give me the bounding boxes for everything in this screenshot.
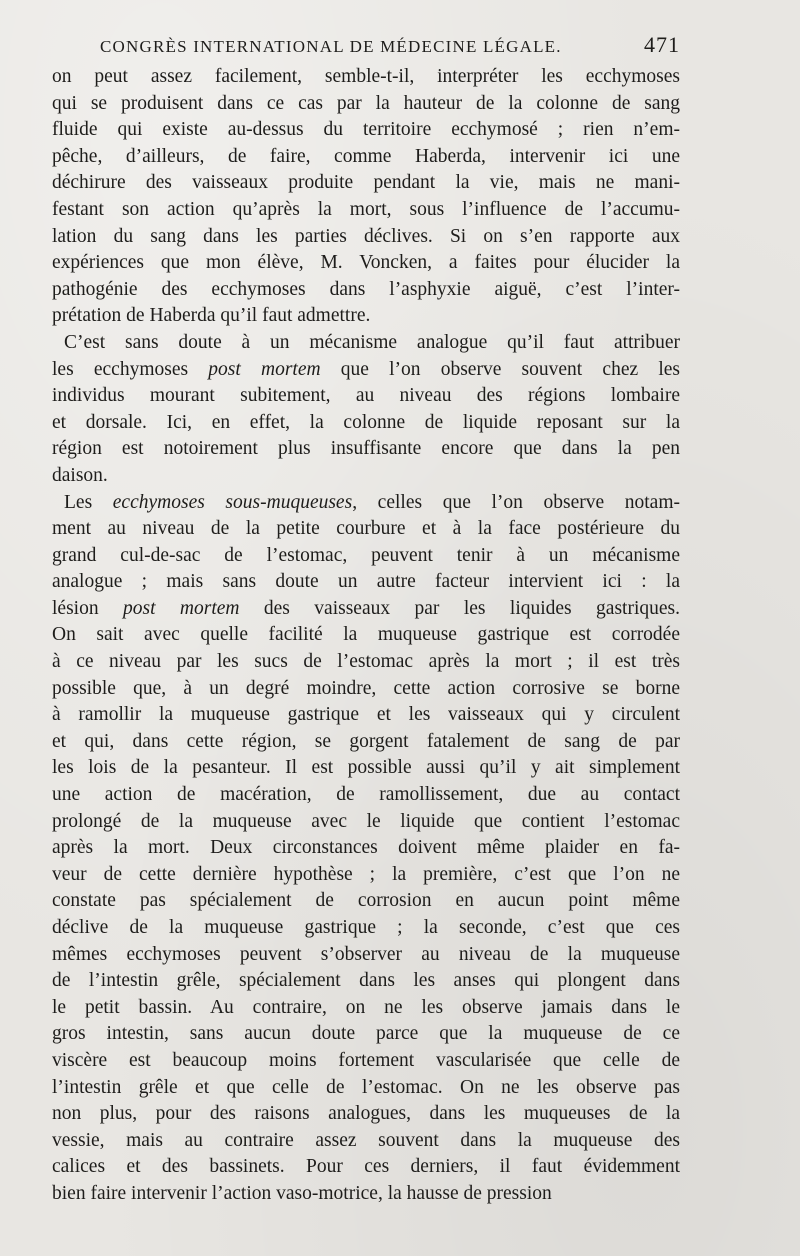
text-line — [52, 942, 680, 969]
text-line — [52, 968, 680, 995]
text-line — [52, 250, 680, 277]
text-segment: expériences que mon élève, M. Voncken, a faites pour élucider la — [52, 252, 680, 274]
text-segment: Les — [64, 491, 113, 513]
text-segment: C’est sans doute à un mécanisme analogue qu’il faut attribuer — [64, 331, 680, 353]
text-segment: après la mort. Deux circonstances doivent même plaider en fa- — [52, 837, 680, 859]
text-line — [52, 1181, 680, 1208]
page-number: 471 — [644, 32, 680, 57]
text-segment: les lois de la pesanteur. Il est possible aussi qu’il y ait simplement — [52, 757, 680, 779]
text-line — [52, 702, 680, 729]
text-segment: possible que, à un degré moindre, cette action corrosive se borne — [52, 677, 680, 699]
text-segment: que l’on observe souvent chez les — [320, 358, 680, 380]
italic-text: post mortem — [208, 358, 321, 380]
text-line — [52, 1101, 680, 1128]
text-line — [52, 117, 680, 144]
page-header — [100, 32, 680, 60]
text-segment: constate pas spécialement de corrosion en aucun point même — [52, 890, 680, 912]
italic-text: ecchymoses sous-muqueuses — [112, 491, 353, 513]
text-segment: à ce niveau par les sucs de l’estomac après la mort ; il est très — [52, 651, 680, 673]
text-segment: à ramollir la muqueuse gastrique et les vaisseaux qui y circulent — [52, 704, 680, 726]
text-line — [52, 729, 680, 756]
text-line — [52, 649, 680, 676]
text-line — [52, 1075, 680, 1102]
text-segment: mêmes ecchymoses peuvent s’observer au niveau de la muqueuse — [52, 943, 680, 965]
text-line — [52, 622, 680, 649]
text-segment: le petit bassin. Au contraire, on ne les observe jamais dans le — [52, 996, 680, 1018]
text-segment: gros intestin, sans aucun doute parce que la muqueuse de ce — [52, 1023, 680, 1045]
text-line — [52, 197, 680, 224]
text-segment: grand cul-de-sac de l’estomac, peuvent tenir à un mécanisme — [52, 544, 680, 566]
text-line — [52, 330, 680, 357]
text-segment: analogue ; mais sans doute un autre facteur intervient ici : la — [52, 571, 680, 593]
text-segment: des vaisseaux par les liquides gastriques. — [239, 597, 680, 619]
text-segment: prétation de Haberda qu’il faut admettre. — [52, 305, 371, 327]
text-segment: viscère est beaucoup moins fortement vascularisée que celle de — [52, 1049, 680, 1071]
text-line — [52, 1128, 680, 1155]
text-segment: de l’intestin grêle, spécialement dans les anses qui plongent dans — [52, 970, 680, 992]
text-line — [52, 277, 680, 304]
text-segment: pêche, d’ailleurs, de faire, comme Haberda, intervenir ici une — [52, 145, 680, 167]
text-segment: on peut assez facilement, semble-t-il, interpréter les ecchymoses — [52, 66, 680, 87]
text-segment: lésion — [52, 597, 123, 619]
text-segment: lation du sang dans les parties déclives. Si on s’en rapporte aux — [52, 225, 680, 247]
text-segment: non plus, pour des raisons analogues, dans les muqueuses de la — [52, 1103, 680, 1125]
text-line — [52, 888, 680, 915]
text-line — [52, 357, 680, 384]
text-segment: individus mourant subitement, au niveau des régions lombaire — [52, 385, 680, 407]
text-segment: prolongé de la muqueuse avec le liquide que contient l’estomac — [52, 810, 680, 832]
text-line — [52, 91, 680, 118]
text-segment: et qui, dans cette région, se gorgent fatalement de sang de par — [52, 730, 680, 752]
text-segment: daison. — [52, 464, 108, 486]
italic-text: post mortem — [123, 597, 240, 619]
text-segment: On sait avec quelle facilité la muqueuse gastrique est corrodée — [52, 624, 680, 646]
text-line — [52, 64, 680, 91]
text-segment: pathogénie des ecchymoses dans l’asphyxie aiguë, c’est l’inter- — [52, 278, 680, 300]
text-segment: région est notoirement plus insuffisante encore que dans la pen — [52, 438, 680, 460]
text-line — [52, 303, 680, 330]
text-line — [52, 436, 680, 463]
text-line — [52, 170, 680, 197]
text-segment: une action de macération, de ramollissement, due au contact — [52, 784, 680, 806]
text-segment: festant son action qu’après la mort, sous l’influence de l’accumu- — [52, 198, 680, 220]
text-segment: calices et des bassinets. Pour ces derniers, il faut évidemment — [52, 1156, 680, 1178]
text-line — [52, 1021, 680, 1048]
text-segment: l’intestin grêle et que celle de l’estomac. On ne les observe pas — [52, 1076, 680, 1098]
text-segment: bien faire intervenir l’action vaso-motrice, la hausse de pression — [52, 1182, 552, 1204]
text-segment: ment au niveau de la petite courbure et à la face postérieure du — [52, 518, 680, 540]
text-line — [52, 1048, 680, 1075]
text-line — [52, 1154, 680, 1181]
text-segment: et dorsale. Ici, en effet, la colonne de liquide reposant sur la — [52, 411, 680, 433]
text-segment: , celles que l’on observe notam- — [352, 491, 680, 513]
running-title: CONGRÈS INTERNATIONAL DE MÉDECINE LÉGALE. — [100, 37, 562, 56]
text-segment: veur de cette dernière hypothèse ; la première, c’est que l’on ne — [52, 863, 680, 885]
text-line — [52, 516, 680, 543]
text-segment: qui se produisent dans ce cas par la hauteur de la colonne de sang — [52, 92, 680, 114]
text-line — [52, 835, 680, 862]
text-segment: fluide qui existe au-dessus du territoire ecchymosé ; rien n’em- — [52, 119, 680, 141]
text-line — [52, 755, 680, 782]
text-line — [52, 676, 680, 703]
text-line — [52, 782, 680, 809]
text-line — [52, 995, 680, 1022]
text-line — [52, 224, 680, 251]
text-line — [52, 383, 680, 410]
text-segment: déchirure des vaisseaux produite pendant la vie, mais ne mani- — [52, 172, 680, 194]
text-segment: les ecchymoses — [52, 358, 209, 380]
body-text — [52, 64, 680, 1208]
text-line — [52, 862, 680, 889]
text-segment: déclive de la muqueuse gastrique ; la seconde, c’est que ces — [52, 917, 680, 938]
text-segment: vessie, mais au contraire assez souvent dans la muqueuse des — [52, 1129, 680, 1151]
text-line — [52, 410, 680, 437]
text-line — [52, 569, 680, 596]
text-line — [52, 596, 680, 623]
text-line — [52, 463, 680, 490]
text-line — [52, 144, 680, 171]
text-line — [52, 543, 680, 570]
text-line — [52, 490, 680, 517]
text-line — [52, 915, 680, 942]
text-line — [52, 809, 680, 836]
